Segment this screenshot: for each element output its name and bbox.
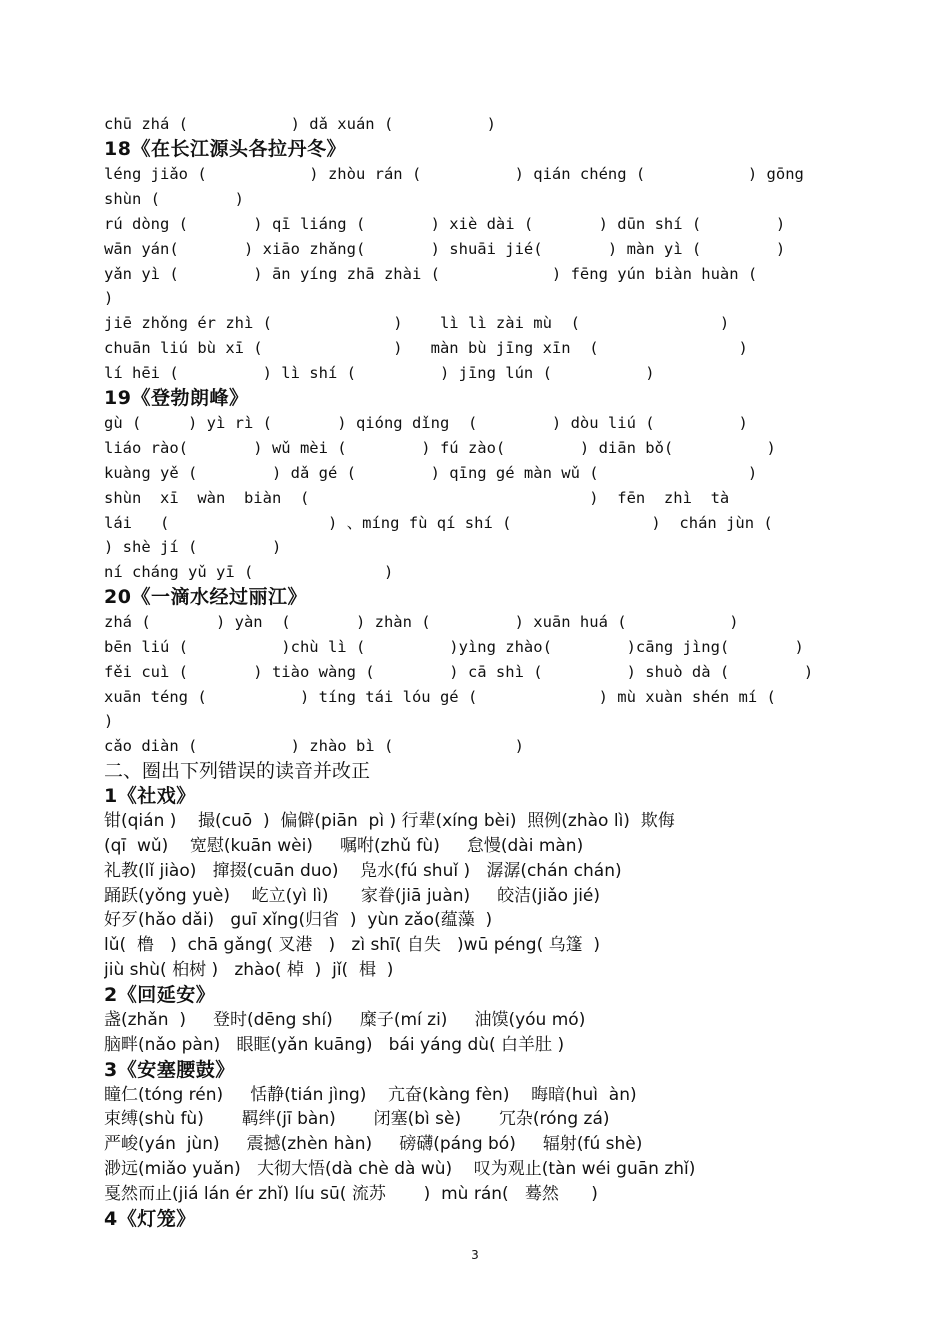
exercise-line: (qī wǔ) 宽慰(kuān wèi) 嘱咐(zhǔ fù) 怠慢(dài màn): [104, 836, 584, 856]
pinyin-line: fěi cuì ( ) tiào wàng ( ) cā shì ( ) shuò dà ( ): [104, 663, 814, 681]
exercise-line: lǔ( 橹 ) chā gǎng( 叉港 ) zì shī( 自失 )wū péng( 乌篷 ): [104, 935, 601, 955]
lesson-heading: 19《登勃朗峰》: [104, 387, 249, 409]
exercise-line: 脑畔(nǎo pàn) 眼眶(yǎn kuāng) bái yáng dù( 白羊肚 ): [104, 1035, 565, 1055]
pinyin-line: ): [104, 712, 114, 730]
exercise-line: 踊跃(yǒng yuè) 屹立(yì lì) 家眷(jiā juàn) 皎洁(jiǎo jié): [104, 886, 601, 906]
pinyin-line: lí hēi ( ) lì shí ( ) jīng lún ( ): [104, 364, 655, 382]
lesson-heading: 4《灯笼》: [104, 1208, 196, 1230]
exercise-line: 盏(zhǎn ) 登时(dēng shí) 糜子(mí zi) 油馍(yóu mó): [104, 1010, 586, 1030]
pinyin-line: liáo rào( ) wǔ mèi ( ) fú zào( ) diān bǒ( ): [104, 439, 776, 457]
pinyin-line: shùn ( ): [104, 190, 244, 208]
pinyin-line: xuān téng ( ) tíng tái lóu gé ( ) mù xuàn shén mí (: [104, 688, 776, 706]
lesson-heading: 18《在长江源头各拉丹冬》: [104, 138, 346, 160]
pinyin-line: zhá ( ) yàn ( ) zhàn ( ) xuān huá ( ): [104, 613, 739, 631]
pinyin-line: ) shè jí ( ): [104, 538, 282, 556]
section-heading: 二、圈出下列错误的读音并改正: [104, 760, 371, 782]
exercise-line: 束缚(shù fù) 羁绊(jī bàn) 闭塞(bì sè) 冗杂(róng zá): [104, 1109, 610, 1129]
pinyin-line: shùn xī wàn biàn ( ) fēn zhì tà: [104, 489, 730, 507]
exercise-line: 瞳仁(tóng rén) 恬静(tián jìng) 亢奋(kàng fèn) 晦暗(huì àn): [104, 1085, 637, 1105]
exercise-line: jiù shù( 桕树 ) zhào( 棹 ) jǐ( 楫 ): [104, 960, 394, 980]
exercise-line: 好歹(hǎo dǎi) guī xǐng(归省 ) yùn zǎo(蕴藻 ): [104, 910, 493, 930]
exercise-line: 钳(qián ) 撮(cuō ) 偏僻(piān pì ) 行辈(xíng bèi) 照例(zhào lì) 欺侮: [104, 811, 675, 831]
pinyin-line: ní cháng yǔ yī ( ): [104, 563, 394, 581]
pinyin-line: lái ( ) 、míng fù qí shí ( ) chán jùn (: [104, 514, 773, 532]
pinyin-line: léng jiǎo ( ) zhòu rán ( ) qián chéng ( ) gōng: [104, 165, 804, 183]
pinyin-line: ): [104, 289, 114, 307]
page-number: 3: [471, 1248, 479, 1262]
exercise-line: 渺远(miǎo yuǎn) 大彻大悟(dà chè dà wù) 叹为观止(tàn wéi guān zhǐ): [104, 1159, 696, 1179]
pinyin-line: jiē zhǒng ér zhì ( ) lì lì zài mù ( ): [104, 314, 730, 332]
pinyin-line: chū zhá ( ) dǎ xuán ( ): [104, 115, 496, 133]
pinyin-line: yǎn yì ( ) ān yíng zhā zhài ( ) fēng yún biàn huàn (: [104, 265, 758, 283]
exercise-line: 严峻(yán jùn) 震撼(zhèn hàn) 磅礴(páng bó) 辐射(fú shè): [104, 1134, 643, 1154]
pinyin-line: kuàng yě ( ) dǎ gé ( ) qīng gé màn wǔ ( ): [104, 464, 758, 482]
lesson-heading: 2《回延安》: [104, 984, 216, 1006]
exercise-line: 礼教(lǐ jiào) 撺掇(cuān duo) 凫水(fú shuǐ ) 潺潺(chán chán): [104, 861, 622, 881]
pinyin-line: chuān liú bù xī ( ) màn bù jīng xīn ( ): [104, 339, 748, 357]
lesson-heading: 1《社戏》: [104, 785, 196, 807]
pinyin-line: bēn liú ( )chù lì ( )yìng zhào( )cāng jìng( ): [104, 638, 804, 656]
pinyin-line: rú dòng ( ) qī liáng ( ) xiè dài ( ) dūn shí ( ): [104, 215, 786, 233]
pinyin-line: gù ( ) yì rì ( ) qióng dǐng ( ) dòu liú ( ): [104, 414, 748, 432]
pinyin-line: wān yán( ) xiāo zhǎng( ) shuāi jié( ) màn yì ( ): [104, 240, 786, 258]
pinyin-line: cǎo diàn ( ) zhào bì ( ): [104, 737, 524, 755]
lesson-heading: 20《一滴水经过丽江》: [104, 586, 307, 608]
lesson-heading: 3《安塞腰鼓》: [104, 1059, 235, 1081]
exercise-line: 戛然而止(jiá lán ér zhǐ) líu sū( 流苏 ) mù rán( 蓦然 ): [104, 1184, 598, 1204]
